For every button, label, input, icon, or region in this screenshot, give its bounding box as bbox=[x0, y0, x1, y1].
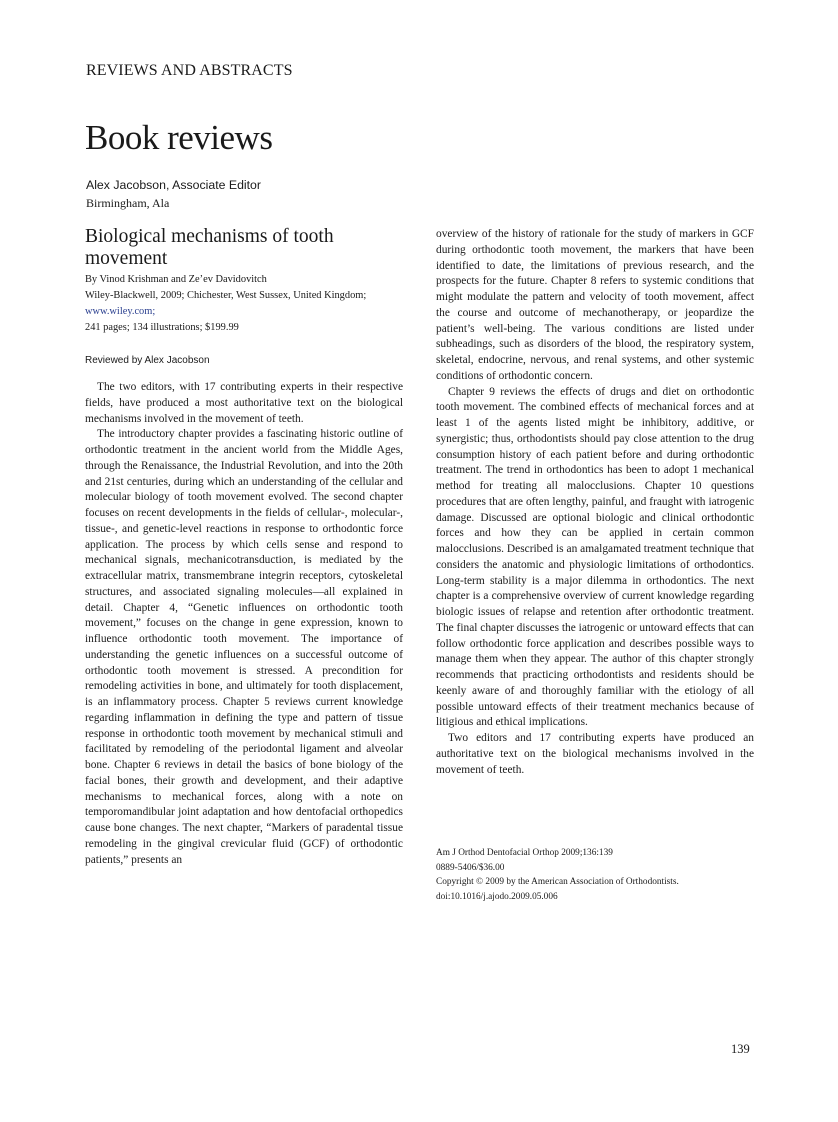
page-number: 139 bbox=[731, 1042, 750, 1056]
book-meta bbox=[85, 272, 405, 336]
paragraph-chapters: The introductory chapter provides a fascinating historic outline of orthodontic treatment in the ancient world from the Middle Ages, through the Renaissance, the Industrial Revolution, and into the 20th and 21st centuries, during which an understanding of the cellular and molecular biology of tooth movement evolved. The second chapter focuses on recent developments in the fields of cellular-, molecular-, tissue-, and genetic-level reactions in response to orthodontic force application. The process by which cells sense and respond to mechanical signals, mechanicotransduction, is mediated by the extracellular matrix, transmembrane integrin receptors, cytoskeletal structures, and associated signaling molecules—all explained in detail. Chapter 4, “Genetic influences on orthodontic tooth movement,” focuses on the change in gene expression, known to influence orthodontic tooth movement. The importance of understanding the genetic influences on a successful outcome of orthodontic tooth movement is stressed. A precondition for remodeling activities in bone, and ultimately for tooth displacement, is an inflammatory process. Chapter 5 reviews current knowledge regarding inflammation in defining the type and pattern of tissue response in orthodontic tooth movement by mechanical stimuli and facilitated by remodeling of the periodontal ligament and alveolar bone. Chapter 6 reviews in detail the basics of bone biology of the facial bones, their growth and development, and their adaptive mechanisms to mechanical forces, along with a note on temporomandibular joint adaptation and how dentofacial orthopedics cause bone changes. The next chapter, “Markers of paradental tissue remodeling in the gingival crevicular fluid (GCF) of orthodontic patients,” presents an bbox=[85, 428, 403, 866]
paragraph-chapter-9: Chapter 9 reviews the effects of drugs and diet on orthodontic tooth movement. The combined effects of mechanical forces and at least 1 of the agents listed might be inhibitory, additive, or synergistic; thus, orthodontists should pay close attention to the drug consumption history of each patient before and during orthodontic treatment. The trend in orthodontics has been to adopt 1 mechanical method for treating all malocclusions. Chapter 10 questions procedures that are often lengthy, painful, and fraught with iatrogenic damage. Discussed are optional biologic and clinical orthodontic forces and how they can be applied in certain common malocclusions. Described is an amalgamated treatment technique that considers the anatomic and physiologic limitations of orthodontics. Long-term stability is a major dilemma in orthodontics. The next chapter is a comprehensive overview of current knowledge regarding biologic issues of relapse and retention after orthodontic treatment. The final chapter discusses the iatrogenic or untoward effects that can follow orthodontic force application and describes possible ways to manage them when they appear. The author of this chapter strongly recommends that practicing orthodontists and residents should be keenly aware of and thoroughly familiar with the etiology of all possible untoward effects of their treatment mechanics because of litigious and ethical implications. bbox=[436, 385, 754, 729]
citation-copyright: Copyright © 2009 by the American Association of Orthodontists. bbox=[436, 877, 679, 888]
book-publisher: Wiley-Blackwell, 2009; Chichester, West Sussex, United Kingdom; bbox=[85, 290, 367, 301]
body-column-left bbox=[85, 380, 403, 868]
body-column-right bbox=[436, 227, 754, 778]
paragraph-intro: The two editors, with 17 contributing experts in their respective fields, have produced a most authoritative text on the biological mechanisms involved in the movement of teeth. bbox=[85, 381, 403, 425]
citation-block bbox=[436, 846, 679, 904]
book-authors: By Vinod Krishman and Ze’ev Davidovitch bbox=[85, 274, 267, 285]
book-website-link[interactable]: www.wiley.com; bbox=[85, 306, 156, 317]
paragraph-chapters-continued: overview of the history of rationale for the study of markers in GCF during orthodontic tooth movement, the markers that have been identified to date, the limitations of previous research, and the prospects for the future. Chapter 8 refers to systemic conditions that might modulate the pattern and velocity of tooth movement, affect the course and outcome of mechanotherapy, or jeopardize the patient’s well-being. The various conditions are listed under subheadings, such as disorders of the blood, the respiratory system, skeletal, endocrine, nervous, and renal systems, and other systemic conditions of orthodontic concern. bbox=[436, 228, 754, 382]
paragraph-conclusion: Two editors and 17 contributing experts have produced an authoritative text on the biological mechanisms involved in the movement of teeth. bbox=[436, 732, 754, 776]
editor-location: Birmingham, Ala bbox=[86, 196, 170, 210]
page-title: Book reviews bbox=[85, 118, 273, 157]
book-title: Biological mechanisms of tooth movement bbox=[85, 226, 334, 269]
book-details: 241 pages; 134 illustrations; $199.99 bbox=[85, 322, 239, 333]
reviewed-by: Reviewed by Alex Jacobson bbox=[85, 355, 210, 366]
citation-doi[interactable]: doi:10.1016/j.ajodo.2009.05.006 bbox=[436, 891, 558, 902]
editor-name: Alex Jacobson, Associate Editor bbox=[86, 178, 261, 192]
citation-journal: Am J Orthod Dentofacial Orthop 2009;136:139 bbox=[436, 848, 613, 858]
section-label: REVIEWS AND ABSTRACTS bbox=[86, 62, 293, 79]
citation-issn: 0889-5406/$36.00 bbox=[436, 862, 505, 873]
